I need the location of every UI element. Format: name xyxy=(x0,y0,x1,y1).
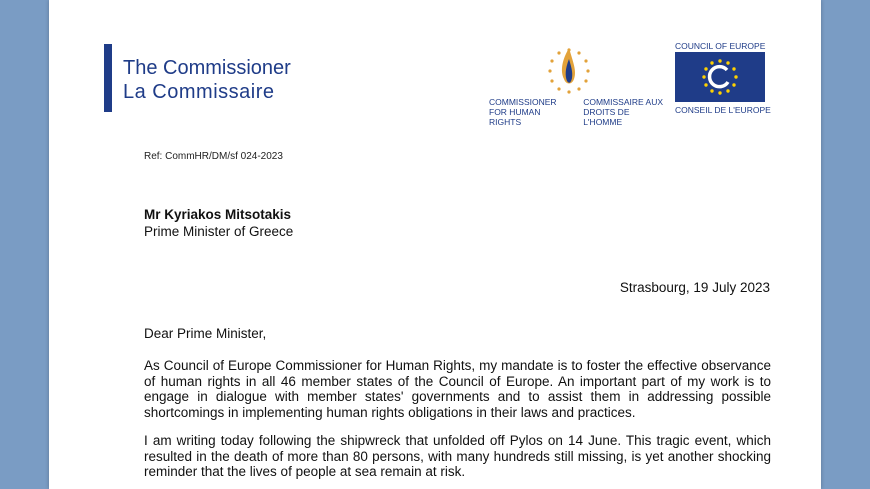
caption-en xyxy=(489,97,573,127)
recipient-name: Mr Kyriakos Mitsotakis xyxy=(144,207,292,222)
council-of-europe-stars-icon xyxy=(675,52,765,102)
caption-en-line-2: FOR HUMAN RIGHTS xyxy=(489,107,541,127)
recipient-role: Prime Minister of Greece xyxy=(144,224,294,239)
letter-page xyxy=(49,0,821,489)
caption-en-line-1: COMMISSIONER xyxy=(489,97,557,107)
coe-label-fr: CONSEIL DE L'EUROPE xyxy=(675,105,771,115)
commissioner-title-fr: La Commissaire xyxy=(123,81,275,103)
reference-number: Ref: CommHR/DM/sf 024-2023 xyxy=(144,151,283,162)
letter-date: Strasbourg, 19 July 2023 xyxy=(619,280,770,295)
commissioner-caption xyxy=(489,97,669,127)
caption-fr-line-1: COMMISSAIRE AUX xyxy=(583,97,664,107)
paragraph-2: I am writing today following the shipwreck that unfolded off Pylos on 14 June. This tragic event, which resulted in the death of more than 80 persons, with many hundreds still missing, is yet another shocking reminder that the lives of people at sea remain at risk. xyxy=(144,433,771,479)
commissioner-flame-logo-icon xyxy=(541,44,597,104)
commissioner-title-en: The Commissioner xyxy=(123,57,291,79)
greeting: Dear Prime Minister, xyxy=(144,326,267,341)
commissioner-logo-block xyxy=(104,44,291,112)
caption-fr-line-2: DROITS DE L'HOMME xyxy=(583,107,630,127)
caption-fr xyxy=(583,97,669,127)
commissioner-title xyxy=(123,56,291,104)
coe-label-en: COUNCIL OF EUROPE xyxy=(675,41,766,51)
recipient-block xyxy=(144,206,293,240)
paragraph-1: As Council of Europe Commissioner for Human Rights, my mandate is to foster the effective observance of human rights in all 46 member states of the Council of Europe. An important part of my work is to engage in dialogue with member states' governments and to assist them in addressing possible shortcomings in implementing human rights obligations in their laws and practices. xyxy=(144,358,771,420)
council-of-europe-logo xyxy=(675,52,765,102)
